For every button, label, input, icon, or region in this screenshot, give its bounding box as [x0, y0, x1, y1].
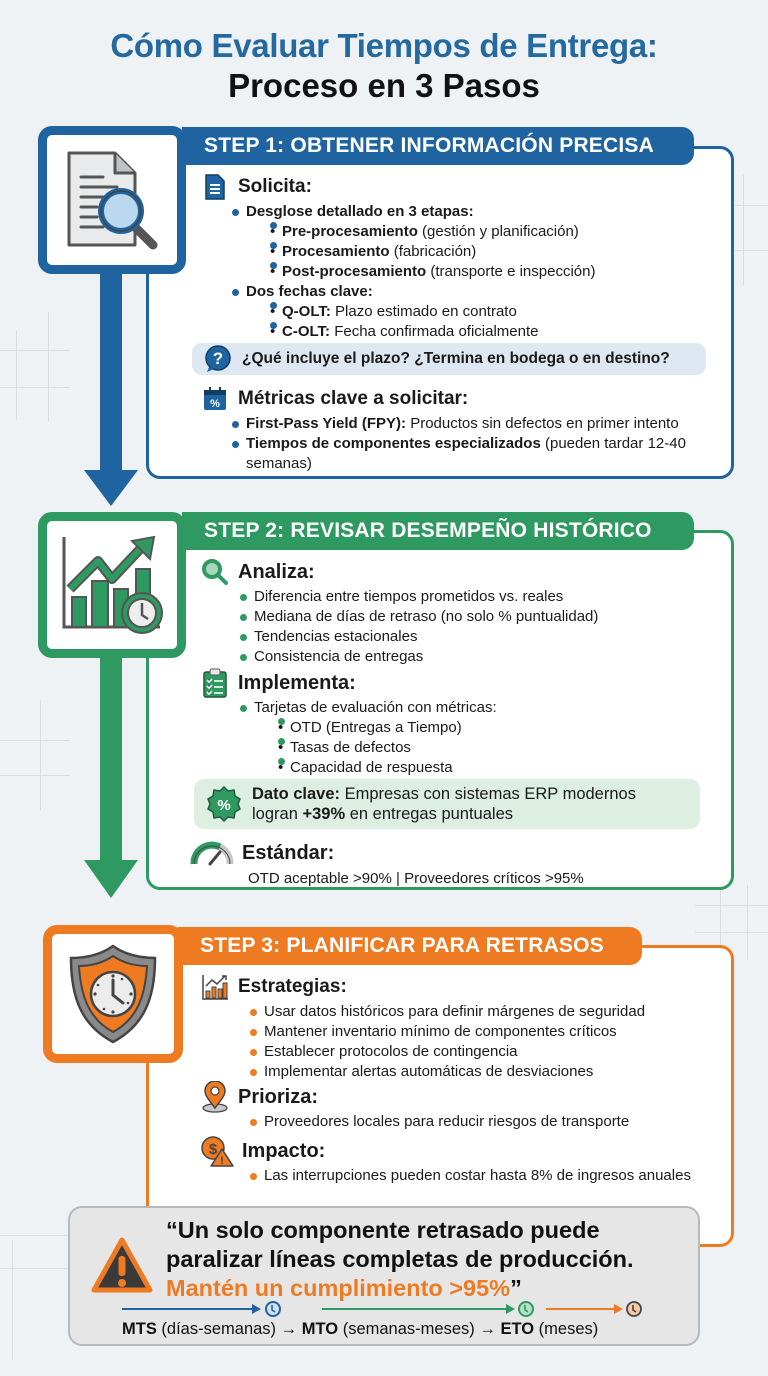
grid-decoration: [735, 250, 768, 251]
mto-arrow: [322, 1308, 508, 1310]
grid-decoration: [0, 350, 70, 351]
step-1-banner: STEP 1: OBTENER INFORMACIÓN PRECISA: [182, 127, 694, 165]
grid-decoration: [48, 312, 49, 422]
list-item: Usar datos históricos para definir márgenes de seguridad: [248, 1002, 720, 1022]
document-search-icon: [57, 145, 167, 255]
list-item: Implementar alertas automáticas de desviaciones: [248, 1062, 720, 1082]
clock-icon-orange: [625, 1300, 643, 1318]
svg-text:?: ?: [212, 349, 224, 368]
arrow-head-2: [84, 860, 138, 898]
list-item: Tarjetas de evaluación con métricas: • OTD (Entregas a Tiempo) • Tasas de defectos • Capacidad de respuesta: [238, 698, 720, 778]
list-item: • Pre-procesamiento (gestión y planificación): [268, 222, 720, 242]
grid-decoration: [747, 885, 748, 960]
footer-quote-box: [68, 1206, 700, 1346]
timeline-labels: MTS (días-semanas) → MTO (semanas-meses) → ETO (meses): [122, 1320, 599, 1338]
step-1-icon-box: [38, 126, 186, 274]
callout-text: Dato clave: Empresas con sistemas ERP modernos logran +39% en entregas puntuales: [252, 785, 636, 823]
list-item: • OTD (Entregas a Tiempo): [276, 718, 720, 738]
section-heading: Prioriza:: [238, 1085, 319, 1108]
implementa-section: [200, 668, 720, 778]
solicita-section: [200, 172, 720, 342]
list-item: • Procesamiento (fabricación): [268, 242, 720, 262]
grid-decoration: [695, 905, 768, 906]
list-item: • Post-procesamiento (transporte e inspección): [268, 262, 720, 282]
clock-icon-green: [517, 1300, 535, 1318]
grid-decoration: [0, 387, 70, 388]
estrategias-section: [200, 972, 720, 1082]
grid-decoration: [695, 932, 768, 933]
svg-text:%: %: [217, 797, 231, 814]
percent-badge-icon: [206, 786, 242, 822]
connector-arrow-2: [100, 655, 122, 860]
location-pin-icon: [200, 1082, 230, 1112]
timeline-arrows: [70, 1300, 702, 1320]
grid-decoration: [16, 330, 17, 420]
title-line-1: Cómo Evaluar Tiempos de Entrega:: [110, 27, 658, 64]
step-3-icon-box: [43, 925, 183, 1063]
document-icon: [200, 172, 230, 202]
magnifier-icon: [200, 557, 230, 587]
grid-decoration: [0, 1235, 70, 1236]
list-item: Consistencia de entregas: [238, 647, 720, 667]
section-heading: Analiza:: [238, 560, 315, 583]
section-heading: Estrategias:: [238, 976, 347, 997]
dato-clave-callout: [194, 779, 700, 829]
list-item: Las interrupciones pueden costar hasta 8% de ingresos anuales: [248, 1166, 708, 1186]
list-item: • Q-OLT: Plazo estimado en contrato: [268, 302, 720, 322]
list-item: Proveedores locales para reducir riesgos de transporte: [248, 1112, 720, 1132]
gauge-icon: [190, 838, 234, 868]
grid-decoration: [40, 700, 41, 810]
mto-label: MTO: [301, 1320, 339, 1338]
step-3-banner: STEP 3: PLANIFICAR PARA RETRASOS: [178, 927, 642, 965]
title-line-2: Proceso en 3 Pasos: [228, 67, 540, 104]
grid-decoration: [735, 205, 768, 206]
dollar-warning-icon: [200, 1136, 234, 1166]
grid-decoration: [0, 740, 70, 741]
list-item: Tendencias estacionales: [238, 627, 720, 647]
estandar-section: [190, 838, 710, 887]
shield-clock-icon: [65, 942, 161, 1046]
prioriza-section: [200, 1082, 720, 1132]
step-2-icon-box: [38, 512, 186, 658]
list-item: Tiempos de componentes especializados (pueden tardar 12-40 semanas): [230, 434, 700, 474]
section-heading: Estándar:: [242, 841, 335, 864]
mts-label: MTS: [122, 1320, 157, 1338]
callout-text: ¿Qué incluye el plazo? ¿Termina en bodega o en destino?: [242, 350, 670, 367]
svg-text:!: !: [220, 1155, 224, 1167]
grid-decoration: [0, 775, 70, 776]
section-heading: Métricas clave a solicitar:: [238, 388, 469, 409]
section-heading: Solicita:: [238, 176, 312, 197]
eto-label: ETO: [500, 1320, 535, 1338]
impacto-section: [200, 1136, 720, 1186]
connector-arrow-1: [100, 270, 122, 470]
mts-arrow: [122, 1308, 254, 1310]
arrow-sep: →: [479, 1320, 496, 1338]
question-bubble-icon: [204, 345, 232, 373]
section-heading: Implementa:: [238, 671, 356, 694]
arrow-head-1: [84, 470, 138, 506]
list-item: First-Pass Yield (FPY): Productos sin defectos en primer intento: [230, 414, 730, 434]
list-item: • C-OLT: Fecha confirmada oficialmente: [268, 322, 720, 342]
svg-text:%: %: [210, 398, 220, 410]
step-2-banner: STEP 2: REVISAR DESEMPEÑO HISTÓRICO: [182, 512, 694, 550]
list-item: Desglose detallado en 3 etapas: • Pre-procesamiento (gestión y planificación) • Procesamiento (fabricación) • Post-procesamiento (transporte e inspección): [230, 202, 720, 282]
clock-icon-blue: [264, 1300, 282, 1318]
list-item: • Capacidad de respuesta: [276, 758, 720, 778]
grid-decoration: [743, 175, 744, 285]
list-item: Diferencia entre tiempos prometidos vs. reales: [238, 587, 720, 607]
page-title: [0, 26, 768, 106]
eto-arrow: [546, 1308, 616, 1310]
svg-text:$: $: [208, 1141, 218, 1158]
list-item: Mantener inventario mínimo de componentes críticos: [248, 1022, 720, 1042]
chart-clock-icon: [56, 529, 168, 641]
section-heading: Impacto:: [242, 1139, 326, 1162]
list-item: Dos fechas clave: • Q-OLT: Plazo estimado en contrato • C-OLT: Fecha confirmada oficialmente: [230, 282, 720, 342]
question-callout: [192, 343, 706, 375]
quote-text: “Un solo componente retrasado puede paralizar líneas completas de producción. Mantén un cumplimiento >95%”: [166, 1217, 634, 1301]
calendar-percent-icon: [200, 384, 230, 414]
list-item: Establecer protocolos de contingencia: [248, 1042, 720, 1062]
metricas-section: [200, 384, 730, 474]
warning-triangle-icon: [90, 1236, 154, 1294]
arrow-sep: →: [280, 1320, 298, 1338]
grid-decoration: [0, 1268, 70, 1269]
list-item: • Tasas de defectos: [276, 738, 720, 758]
bar-chart-trend-icon: [200, 972, 230, 1002]
grid-decoration: [12, 1240, 13, 1360]
list-item: Mediana de días de retraso (no solo % puntualidad): [238, 607, 720, 627]
estandar-text: OTD aceptable >90% | Proveedores críticos >95%: [248, 870, 584, 887]
clipboard-checklist-icon: [200, 668, 230, 698]
analiza-section: [200, 557, 720, 667]
